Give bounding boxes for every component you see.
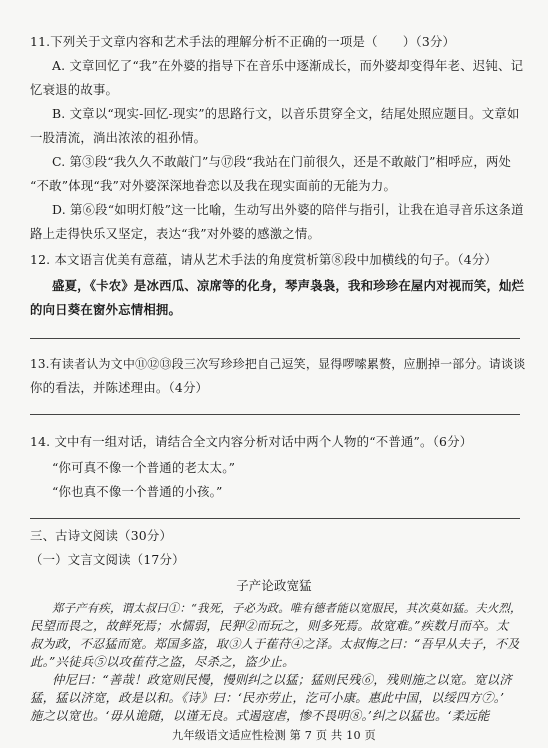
page-footer: 九年级语文适应性检测 第 7 页 共 10 页 (172, 729, 376, 742)
q12-quote-line1: 盛夏，《卡农》是冰西瓜、凉席等的化身，琴声袅袅，我和珍珍在屋内对视而笑，灿烂 (52, 278, 525, 293)
q11-option-a-line2: 忆衰退的故事。 (30, 82, 119, 97)
passage-line-7: 施之以宽也。‘毋从诡随，以谨无良。式遏寇虐，惨不畏明⑧。’纠之以猛也。‘柔远能 (30, 708, 490, 723)
passage-line-3: 叔为政，不忍猛而宽。郑国多盗，取③人于萑苻④之泽。太叔悔之曰：“吾早从夫子，不及 (30, 637, 520, 651)
q14-answer-line[interactable] (30, 518, 520, 519)
passage-title: 子产论政宽猛 (236, 578, 312, 593)
passage-line-4: 此。”兴徒兵⑤以攻萑苻之盗，尽杀之，盗少止。 (30, 654, 295, 669)
passage-line-5: 仲尼曰：“善哉！政宽则民慢，慢则纠之以猛；猛则民残⑥，残则施之以宽。宽以济 (52, 672, 512, 687)
q11-stem: 11.下列关于文章内容和艺术手法的理解分析不正确的一项是（ ）（3分） (30, 34, 456, 49)
q12-quote-line2: 的向日葵在窗外忘情相拥。 (30, 302, 182, 317)
q11-option-a-line1: A. 文章回忆了“我”在外婆的指导下在音乐中逐渐成长，而外婆却变得年老、迟钝、记 (52, 58, 524, 73)
section3-subtitle: （一）文言文阅读（17分） (30, 552, 185, 567)
q14-stem: 14. 文中有一组对话，请结合全文内容分析对话中两个人物的“不普通”。（6分） (30, 434, 473, 449)
q14-dialogue-2: “你也真不像一个普通的小孩。” (52, 484, 223, 499)
q12-stem: 12. 本文语言优美有意蕴，请从艺术手法的角度赏析第⑧段中加横线的句子。（4分） (30, 252, 497, 267)
passage-line-2: 民望而畏之，故鲜死焉；水懦弱，民狎②而玩之，则多死焉。故宽难。”疾数月而卒。太 (30, 618, 509, 633)
passage-line-1: 郑子产有疾，谓太叔曰①：“我死，子必为政。唯有德者能以宽服民，其次莫如猛。夫火烈， (52, 601, 522, 615)
q11-option-c-line1: C. 第③段“我久久不敢敲门”与⑰段“我站在门前很久，还是不敢敲门”相呼应，两处 (52, 154, 512, 169)
q12-answer-line[interactable] (30, 338, 520, 339)
passage-line-6: 猛，猛以济宽，政是以和。《诗》曰：‘民亦劳止，汔可小康。惠此中国，以绥四方⑦。’ (30, 690, 505, 705)
section3-title: 三、古诗文阅读（30分） (30, 528, 173, 543)
q11-option-d-line1: D. 第⑥段“如明灯般”这一比喻，生动写出外婆的陪伴与指引，让我在追寻音乐这条道 (52, 202, 524, 217)
q11-option-d-line2: 路上走得快乐又坚定，表达“我”对外婆的感激之情。 (30, 226, 321, 241)
q13-answer-line[interactable] (30, 414, 520, 415)
q13-stem-line2: 你的看法，并陈述理由。（4分） (30, 380, 209, 395)
q11-option-b-line2: 一股清流，淌出浓浓的祖孙情。 (30, 130, 207, 145)
q14-dialogue-1: “你可真不像一个普通的老太太。” (52, 460, 236, 475)
q11-option-c-line2: “不敢”体现“我”对外婆深深地眷恋以及我在现实面前的无能为力。 (30, 178, 397, 193)
q11-option-b-line1: B. 文章以“现实-回忆-现实”的思路行文，以音乐贯穿全文，结尾处照应题目。文章如 (52, 106, 520, 121)
q13-stem-line1: 13.有读者认为文中⑪⑫⑬段三次写珍珍把自己逗笑，显得啰嗦累赘，应删掉一部分。请谈谈 (30, 357, 526, 371)
